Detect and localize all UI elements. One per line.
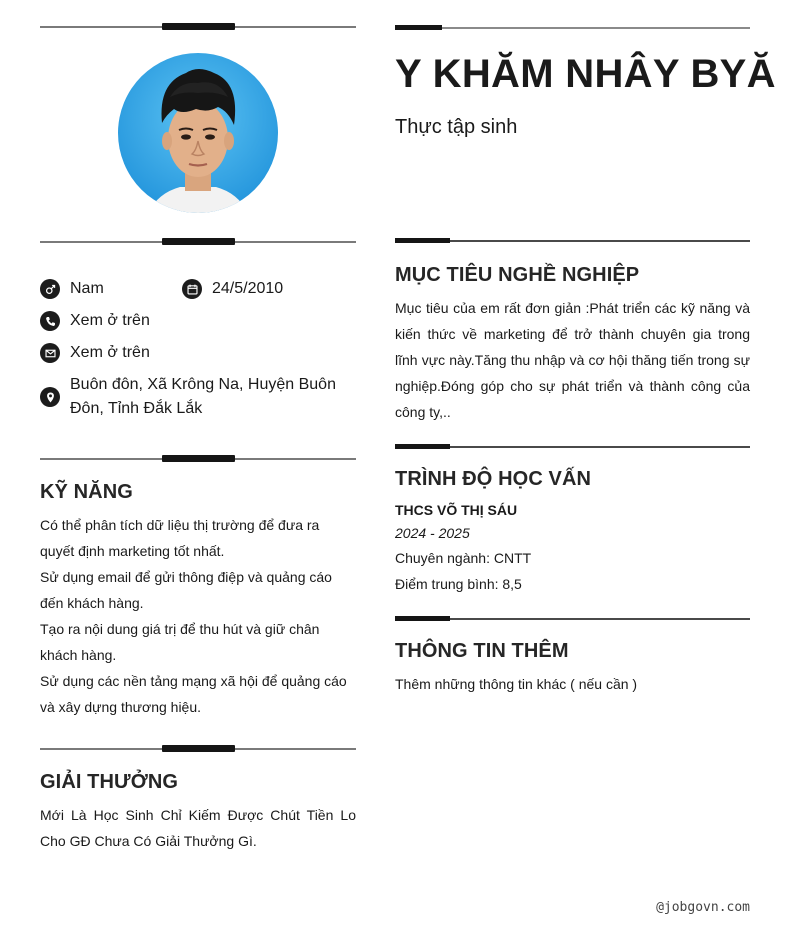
calendar-icon	[182, 279, 202, 299]
skills-title: KỸ NĂNG	[40, 481, 133, 503]
skill-item: Có thể phân tích dữ liệu thị trường để đưa ra quyết định marketing tốt nhất.	[40, 517, 320, 559]
skill-item: Sử dụng các nền tảng mạng xã hội để quảng cáo và xây dựng thương hiệu.	[40, 673, 347, 715]
birthday-value: 24/5/2010	[212, 280, 284, 297]
contact-phone	[40, 309, 150, 333]
awards-text: Mới Là Học Sinh Chỉ Kiếm Được Chút Tiền Lo Cho GĐ Chưa Có Giải Thưởng Gì.	[40, 807, 356, 849]
address-value: Buôn đôn, Xã Krông Na, Huyện Buôn Đôn, Tỉnh Đắk Lắk	[70, 376, 336, 417]
divider-top-left	[40, 23, 356, 31]
email-value: Xem ở trên	[70, 344, 150, 361]
divider-after-photo	[40, 238, 356, 246]
contact-gender	[40, 277, 104, 301]
phone-value: Xem ở trên	[70, 312, 150, 329]
skill-item: Sử dụng email để gửi thông điệp và quảng cáo đến khách hàng.	[40, 569, 332, 611]
objective-text: Mục tiêu của em rất đơn giản :Phát triển các kỹ năng và kiến thức về marketing để trở thành chuyên gia trong lĩnh vực này.Tăng thu nhập và cơ hội thăng tiến trong sự nghiệp.Đóng góp cho sự phát triển và thành công của công ty,..	[395, 300, 750, 420]
candidate-name: Y KHĂM NHÂY BYĂ	[395, 52, 776, 96]
location-pin-icon	[40, 387, 60, 407]
contact-address	[40, 373, 340, 421]
education-major: Chuyên ngành: CNTT	[395, 550, 532, 566]
divider-before-education	[395, 444, 750, 450]
education-gpa: Điểm trung bình: 8,5	[395, 576, 522, 592]
skills-list	[40, 512, 356, 720]
education-title: TRÌNH ĐỘ HỌC VẤN	[395, 468, 592, 490]
divider-before-extra	[395, 616, 750, 622]
gender-value: Nam	[70, 280, 104, 297]
skill-item: Tạo ra nội dung giá trị để thu hút và giữ chân khách hàng.	[40, 621, 320, 663]
contact-email	[40, 341, 150, 365]
divider-before-objective	[395, 238, 750, 244]
mail-icon	[40, 343, 60, 363]
education-period: 2024 - 2025	[395, 525, 470, 541]
divider-before-skills	[40, 455, 356, 463]
extra-text: Thêm những thông tin khác ( nếu cần )	[395, 676, 638, 692]
watermark: @jobgovn.com	[656, 900, 750, 915]
phone-icon	[40, 311, 60, 331]
education-school: THCS VÕ THỊ SÁU	[395, 502, 518, 518]
avatar	[118, 53, 278, 213]
objective-title: MỤC TIÊU NGHỀ NGHIỆP	[395, 264, 640, 286]
awards-title: GIẢI THƯỞNG	[40, 771, 179, 793]
extra-title: THÔNG TIN THÊM	[395, 640, 569, 662]
contact-birthday	[182, 277, 283, 301]
divider-top-right	[395, 25, 750, 31]
gender-icon	[40, 279, 60, 299]
divider-before-awards	[40, 745, 356, 753]
candidate-role: Thực tập sinh	[395, 116, 518, 138]
